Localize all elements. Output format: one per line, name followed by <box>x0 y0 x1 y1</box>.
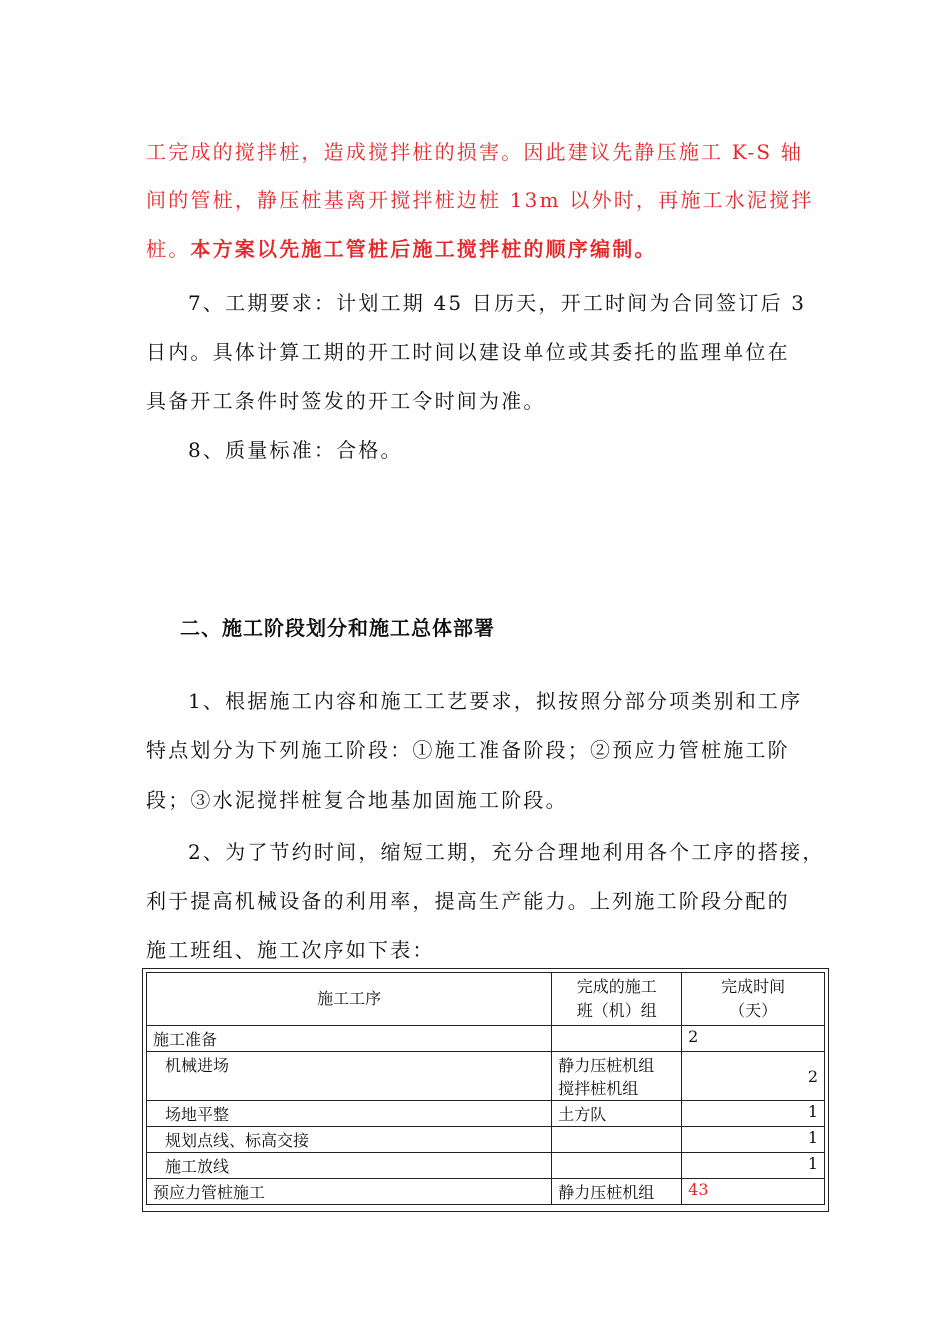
cell-days: 2 <box>682 1052 825 1101</box>
text-line <box>146 235 657 263</box>
header-days: 完成时间 （天） <box>682 973 825 1026</box>
text-line: 间的管桩，静压桩基离开搅拌桩边桩 13m 以外时，再施工水泥搅拌 <box>146 188 814 212</box>
header-process: 施工工序 <box>147 973 552 1026</box>
text-line: 1、根据施工内容和施工工艺要求，拟按照分部分项类别和工序 <box>188 689 803 713</box>
cell-team <box>552 1127 682 1153</box>
cell-days: 2 <box>682 1026 825 1052</box>
item-8: 8、质量标准：合格。 <box>188 438 403 462</box>
text-line: 2、为了节约时间，缩短工期，充分合理地利用各个工序的搭接， <box>188 840 825 864</box>
schedule-table <box>146 972 825 1205</box>
cell-days: 1 <box>682 1127 825 1153</box>
text-line: 工完成的搅拌桩，造成搅拌桩的损害。因此建议先静压施工 K-S 轴 <box>146 140 804 164</box>
cell-team: 静力压桩机组 <box>552 1179 682 1205</box>
table-row <box>147 1052 825 1101</box>
table-row <box>147 1153 825 1179</box>
table-row <box>147 1026 825 1052</box>
text-line: 段；③水泥搅拌桩复合地基加固施工阶段。 <box>146 788 568 812</box>
cell-days: 1 <box>682 1101 825 1127</box>
table-header-row <box>147 973 825 1026</box>
table-row <box>147 1101 825 1127</box>
cell-process: 场地平整 <box>147 1101 552 1127</box>
table-row <box>147 1179 825 1205</box>
cell-team: 土方队 <box>552 1101 682 1127</box>
cell-process: 机械进场 <box>147 1052 552 1101</box>
text-line: 特点划分为下列施工阶段：①施工准备阶段；②预应力管桩施工阶 <box>146 738 790 762</box>
section-heading: 二、施工阶段划分和施工总体部署 <box>180 616 495 640</box>
cell-days: 43 <box>682 1179 825 1205</box>
text-line: 利于提高机械设备的利用率，提高生产能力。上列施工阶段分配的 <box>146 889 790 913</box>
bold-statement: 本方案以先施工管桩后施工搅拌桩的顺序编制。 <box>190 237 657 261</box>
cell-process: 预应力管桩施工 <box>147 1179 552 1205</box>
cell-days: 1 <box>682 1153 825 1179</box>
text-line: 施工班组、施工次序如下表： <box>146 938 435 962</box>
cell-process: 施工放线 <box>147 1153 552 1179</box>
cell-team <box>552 1026 682 1052</box>
cell-team <box>552 1153 682 1179</box>
text-line: 日内。具体计算工期的开工时间以建设单位或其委托的监理单位在 <box>146 340 790 364</box>
cell-process: 规划点线、标高交接 <box>147 1127 552 1153</box>
table-row <box>147 1127 825 1153</box>
header-team: 完成的施工 班（机）组 <box>552 973 682 1026</box>
text-line: 具备开工条件时签发的开工令时间为准。 <box>146 389 546 413</box>
cell-process: 施工准备 <box>147 1026 552 1052</box>
cell-team: 静力压桩机组 搅拌桩机组 <box>552 1052 682 1101</box>
text-line: 7、工期要求：计划工期 45 日历天，开工时间为合同签订后 3 <box>188 291 807 315</box>
text-fragment: 桩。 <box>146 237 191 261</box>
